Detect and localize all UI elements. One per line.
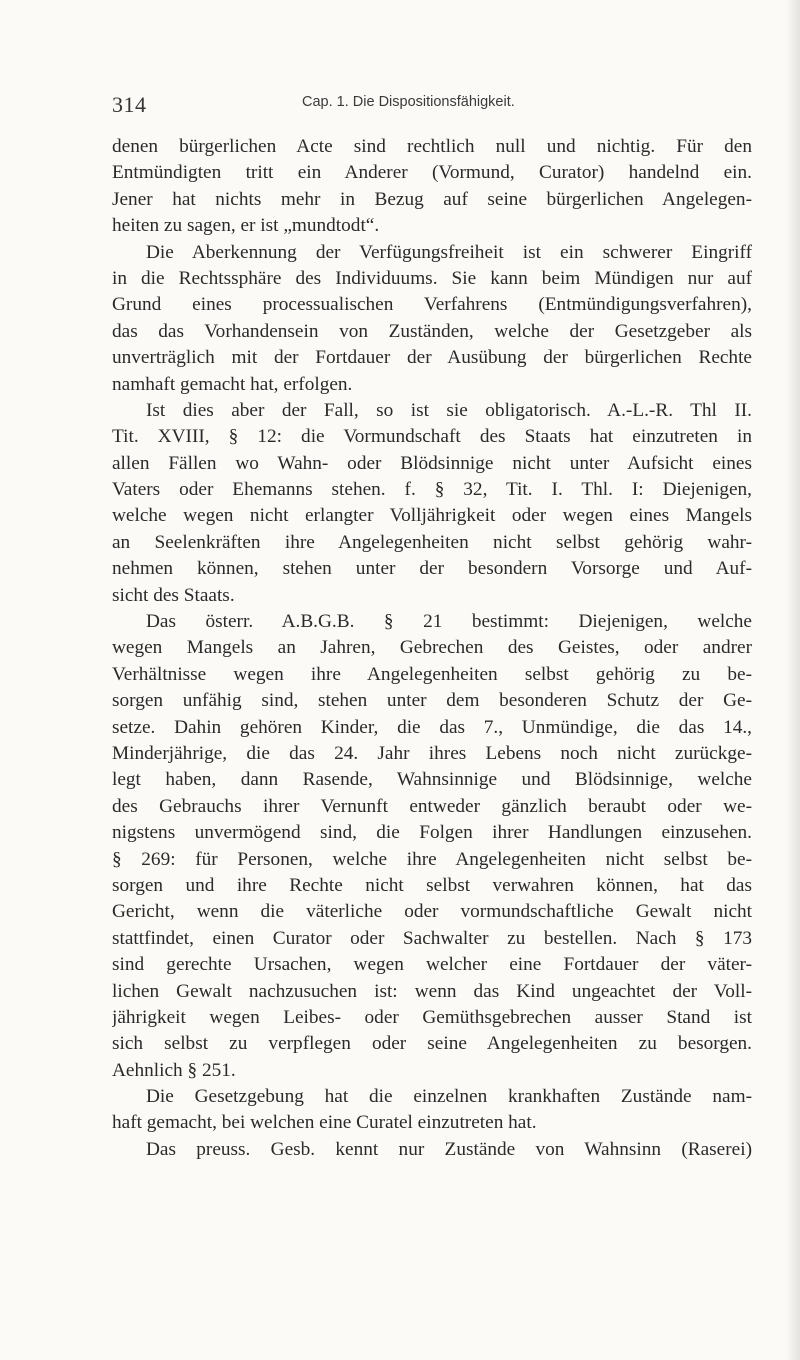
text-line: wegen Mangels an Jahren, Gebrechen des Geistes, oder andrer	[112, 637, 752, 659]
text-line: Jener hat nichts mehr in Bezug auf seine bürgerlichen Angelegen-	[112, 188, 752, 210]
text-line: Grund eines processualischen Verfahrens (Entmündigungsverfahren),	[112, 294, 752, 316]
text-line: sorgen und ihre Rechte nicht selbst verwahren können, hat das	[112, 874, 752, 896]
text-line: legt haben, dann Rasende, Wahnsinnige und Blödsinnige, welche	[112, 769, 752, 791]
text-line: Die Aberkennung der Verfügungsfreiheit ist ein schwerer Eingriff	[146, 241, 752, 263]
text-line: jährigkeit wegen Leibes- oder Gemüthsgebrechen ausser Stand ist	[112, 1006, 752, 1028]
text-line: nehmen können, stehen unter der besondern Vorsorge und Auf-	[112, 558, 752, 580]
text-line: unverträglich mit der Fortdauer der Ausübung der bürgerlichen Rechte	[112, 347, 752, 369]
text-line: Ist dies aber der Fall, so ist sie obligatorisch. A.-L.-R. Thl II.	[146, 399, 752, 421]
text-line: Die Gesetzgebung hat die einzelnen krankhaften Zustände nam-	[146, 1086, 752, 1108]
text-line: des Gebrauchs ihrer Vernunft entweder gänzlich beraubt oder we-	[112, 795, 752, 817]
text-line: Aehnlich § 251.	[112, 1059, 236, 1081]
text-line: denen bürgerlichen Acte sind rechtlich null und nichtig. Für den	[112, 136, 752, 157]
text-line: Gericht, wenn die väterliche oder vormundschaftliche Gewalt nicht	[112, 901, 752, 923]
text-line: sorgen unfähig sind, stehen unter dem besonderen Schutz der Ge-	[112, 690, 752, 712]
text-line: Entmündigten tritt ein Anderer (Vormund, Curator) handelnd ein.	[112, 162, 752, 184]
text-line: das das Vorhandensein von Zuständen, welche der Gesetzgeber als	[112, 320, 752, 342]
text-line: sich selbst zu verpflegen oder seine Angelegenheiten zu besorgen.	[112, 1033, 752, 1055]
text-line: § 269: für Personen, welche ihre Angelegenheiten nicht selbst be-	[112, 848, 752, 870]
text-line: Verhältnisse wegen ihre Angelegenheiten selbst gehörig zu be-	[112, 663, 752, 685]
body-text	[112, 134, 752, 1163]
text-line: an Seelenkräften ihre Angelegenheiten nicht selbst gehörig wahr-	[112, 531, 752, 553]
text-line: heiten zu sagen, er ist „mundtodt“.	[112, 215, 380, 237]
text-line: in die Rechtssphäre des Individuums. Sie kann beim Mündigen nur auf	[112, 267, 752, 289]
text-line: stattfindet, einen Curator oder Sachwalter zu bestellen. Nach § 173	[112, 927, 752, 949]
text-line: welche wegen nicht erlangter Volljährigkeit oder wegen eines Mangels	[112, 505, 752, 527]
page-header	[112, 92, 712, 118]
text-line: sind gerechte Ursachen, wegen welcher eine Fortdauer der väter-	[112, 954, 752, 976]
text-line: namhaft gemacht hat, erfolgen.	[112, 373, 353, 395]
text-line: nigstens unvermögend sind, die Folgen ihrer Handlungen einzusehen.	[112, 822, 752, 844]
page-edge-shadow	[786, 0, 800, 1360]
text-line: haft gemacht, bei welchen eine Curatel einzutreten hat.	[112, 1112, 537, 1134]
page-number: 314	[112, 92, 147, 117]
text-line: lichen Gewalt nachzusuchen ist: wenn das Kind ungeachtet der Voll-	[112, 980, 752, 1002]
text-line: sicht des Staats.	[112, 584, 235, 606]
text-line: Das preuss. Gesb. kennt nur Zustände von Wahnsinn (Raserei)	[146, 1138, 752, 1160]
text-line: Minderjährige, die das 24. Jahr ihres Lebens noch nicht zurückge-	[112, 742, 752, 764]
text-line: setze. Dahin gehören Kinder, die das 7., Unmündige, die das 14.,	[112, 716, 752, 738]
text-line: Das österr. A.B.G.B. § 21 bestimmt: Diejenigen, welche	[146, 611, 752, 633]
text-line: Tit. XVIII, § 12: die Vormundschaft des Staats hat einzutreten in	[112, 426, 752, 448]
text-line: allen Fällen wo Wahn- oder Blödsinnige nicht unter Aufsicht eines	[112, 452, 752, 474]
text-line: Vaters oder Ehemanns stehen. f. § 32, Tit. I. Thl. I: Diejenigen,	[112, 479, 752, 501]
running-head: Cap. 1. Die Dispositionsfähigkeit.	[302, 94, 515, 110]
